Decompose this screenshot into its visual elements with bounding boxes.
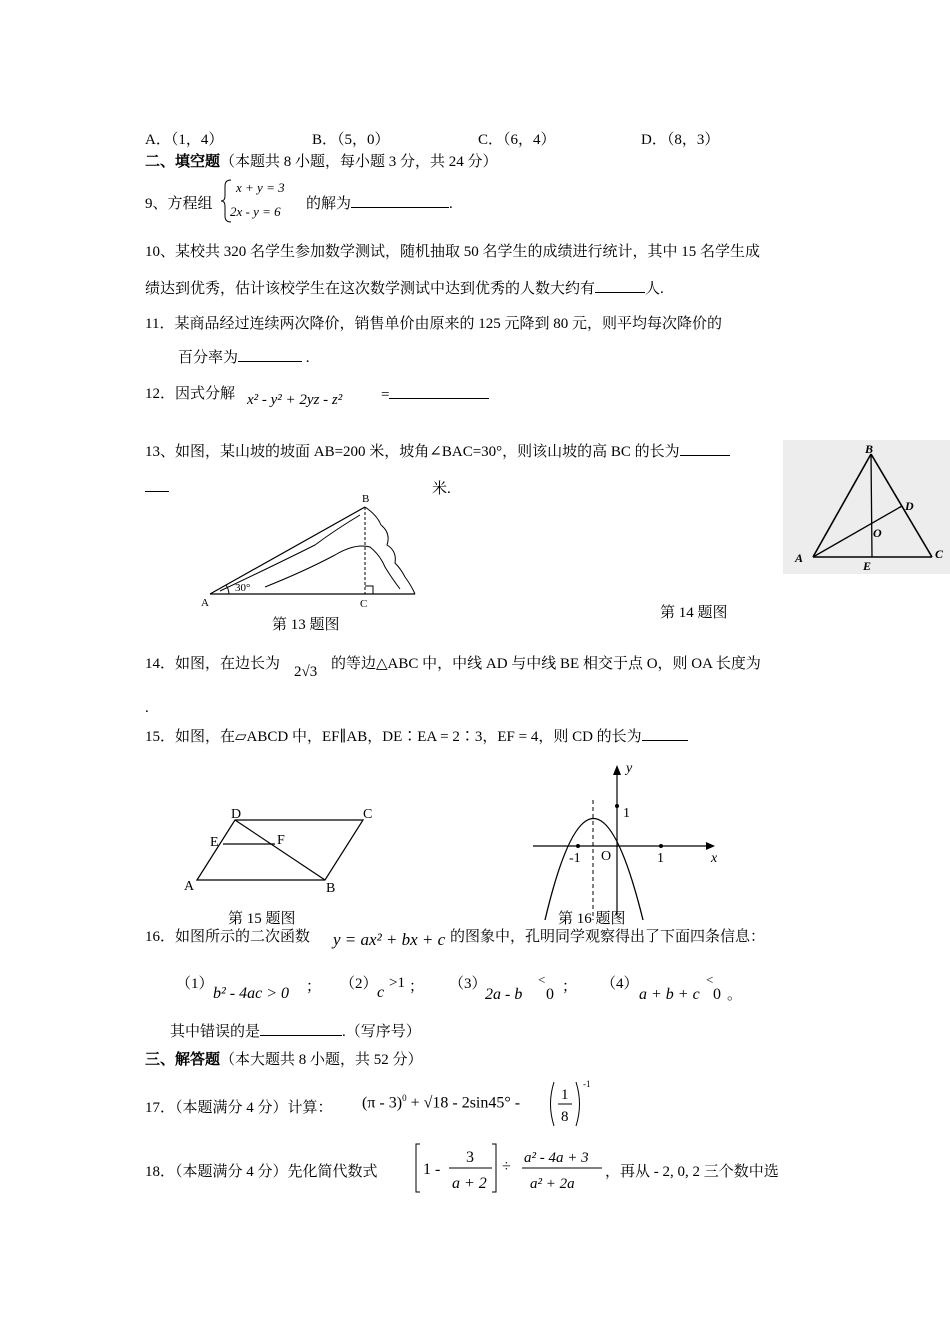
q8-option-a: A．（1，4） <box>145 132 224 148</box>
q13-line1 <box>145 440 730 461</box>
q13-figure <box>195 485 425 610</box>
q17-expression <box>362 1093 520 1112</box>
q8-option-b: B．（5，0） <box>312 132 390 148</box>
section2-note: （本题共 8 小题，每小题 3 分，共 24 分） <box>220 154 498 170</box>
q9-eq1: x + y = 3 <box>236 180 285 195</box>
q13-right-angle <box>365 586 373 594</box>
q16-item3-expr: 2a - b <box>485 986 523 1003</box>
q17-left-paren <box>551 1082 555 1126</box>
q10-line2 <box>145 277 664 298</box>
q17-prefix: 17．（本题满分 4 分）计算： <box>145 1100 333 1116</box>
q10-answer-blank[interactable] <box>595 278 645 293</box>
q9-eq2: 2x - y = 6 <box>230 204 281 219</box>
q16-item4-expr: a + b + c <box>639 986 700 1003</box>
section3-note: （本大题共 8 小题，共 52 分） <box>220 1052 423 1068</box>
q16-label-one-x: 1 <box>657 851 664 866</box>
q17-right-paren <box>576 1082 580 1126</box>
q16-parabola <box>545 819 643 921</box>
q14-side-length: 2√3 <box>294 664 318 680</box>
q18-f2-num: a² - 4a + 3 <box>524 1150 589 1166</box>
q16-item3-label: （3） <box>449 976 487 992</box>
q13-answer-blank-b[interactable] <box>145 477 169 492</box>
q9-suffix: 的解为 <box>306 196 352 212</box>
q16-answer-blank[interactable] <box>260 1021 342 1036</box>
q14-line2: . <box>145 700 149 716</box>
q18-divide: ÷ <box>502 1158 511 1175</box>
q15-label-b: B <box>326 881 336 896</box>
q12-expr: x² - y² + 2yz - z² <box>247 392 343 408</box>
q16-label-x: x <box>711 851 718 866</box>
q18-prefix: 18．（本题满分 4 分）先化简代数式 <box>145 1164 378 1180</box>
q18-one-minus: 1 - <box>423 1161 441 1178</box>
q17-frac-den: 8 <box>561 1109 569 1125</box>
q14-label-d: D <box>905 499 914 513</box>
q18-fraction2 <box>518 1140 608 1196</box>
q16-x-arrow <box>706 842 715 850</box>
q13-angle-label: 30° <box>235 582 251 594</box>
q16-point-y1 <box>615 804 619 808</box>
q16-item1-end: ； <box>306 979 322 995</box>
q16-item4-rel: < <box>706 972 714 987</box>
q16-item3-end: ； <box>562 979 578 995</box>
q14-line1b: 的等边△ABC 中，中线 AD 与中线 BE 相交于点 O，则 OA 长度为 <box>331 656 761 672</box>
q18-f2-den: a² + 2a <box>530 1176 575 1192</box>
q8-option-d: D．（8，3） <box>641 132 720 148</box>
q16-prefix: 16．如图所示的二次函数 <box>145 929 311 945</box>
q15-diagonal-db <box>235 820 325 880</box>
q16-item2-rel: >1 <box>389 975 405 991</box>
q11-text: 百分率为 <box>178 350 239 366</box>
section2-heading <box>145 150 498 171</box>
q11-line1: 11．某商品经过连续两次降价，销售单价由原来的 125 元降到 80 元，则平均每次降价的 <box>145 316 722 332</box>
q11-end: . <box>305 350 310 366</box>
q16-label-one-y: 1 <box>623 806 630 821</box>
q13-text: 13、如图，某山坡的坡面 AB=200 米，坡角∠BAC=30°，则该山坡的高 BC 的长为 <box>145 444 680 460</box>
q18-suffix: ，再从 - 2, 0, 2 三个数中选 <box>605 1164 779 1180</box>
q16-item4-val: 0 <box>713 986 721 1003</box>
q14-label-o: O <box>873 526 882 540</box>
q16-item3-val: 0 <box>546 986 554 1003</box>
q16-wrong-suffix: .（写序号） <box>342 1024 421 1040</box>
q9-end: . <box>449 196 453 212</box>
q18-f1-den: a + 2 <box>452 1175 487 1192</box>
q15-label-a: A <box>184 879 195 894</box>
q13-unit: 米. <box>432 481 451 497</box>
q14-label-a: A <box>795 551 804 565</box>
q14-figure <box>783 440 950 574</box>
q13-line2 <box>145 477 169 497</box>
q15-line <box>145 725 688 746</box>
q13-answer-blank-a[interactable] <box>680 441 730 456</box>
q17-exp0: 0 <box>402 1093 407 1103</box>
q17-expr-b: + √18 - 2sin45° - <box>410 1094 521 1112</box>
q12-answer-blank[interactable] <box>389 384 489 399</box>
q16-label-y: y <box>626 761 633 776</box>
q13-label-a: A <box>201 597 209 609</box>
q16-label-neg-one: -1 <box>569 851 581 866</box>
q16-item3-rel: < <box>538 972 546 987</box>
q16-item2-expr: c <box>377 984 385 1001</box>
q12-prefix: 12．因式分解 <box>145 386 236 402</box>
q16-wrong-line <box>170 1020 421 1041</box>
q16-label-origin: O <box>601 849 612 864</box>
q16-item4-end: 。 <box>727 987 743 1003</box>
q15-label-d: D <box>231 807 242 822</box>
q16-wrong-prefix: 其中错误的是 <box>170 1024 261 1040</box>
q9-prefix: 9、方程组 <box>145 196 213 212</box>
q14-label-c: C <box>935 547 944 561</box>
q18-right-bracket <box>492 1144 496 1192</box>
q17-expr-a: (π - 3) <box>362 1094 403 1112</box>
q15-label-c: C <box>363 807 373 822</box>
q11-line2 <box>178 346 310 367</box>
q15-text: 15．如图，在▱ABCD 中，EF∥AB，DE∶EA = 2∶3，EF = 4，则 CD 的长为 <box>145 729 642 745</box>
section3-title: 三、解答题 <box>145 1052 221 1068</box>
q16-item4-label: （4） <box>601 976 639 992</box>
q14-line1a: 14．如图，在边长为 <box>145 656 281 672</box>
q16-item2-label: （2） <box>340 976 378 992</box>
q14-caption: 第 14 题图 <box>660 605 728 621</box>
q10-line1: 10、某校共 320 名学生参加数学测试，随机抽取 50 名学生的成绩进行统计，其中 15 名学生成 <box>145 244 761 260</box>
q15-label-f: F <box>277 833 285 848</box>
q16-point-x1 <box>659 844 663 848</box>
q18-left-bracket <box>416 1144 420 1192</box>
section3-heading <box>145 1048 423 1069</box>
q15-answer-blank[interactable] <box>642 726 688 741</box>
q10-end: 人. <box>645 281 664 297</box>
q16-function: y = ax² + bx + c <box>333 930 446 949</box>
q9-answer-blank[interactable] <box>351 193 449 208</box>
q17-exp-neg1: -1 <box>583 1079 591 1089</box>
q14-label-e: E <box>863 559 872 573</box>
q15-figure <box>180 800 380 900</box>
q16-point-neg1 <box>576 844 580 848</box>
q13-label-b: B <box>362 493 370 505</box>
q14-label-b: B <box>865 442 874 456</box>
q13-mountain-right <box>365 507 415 594</box>
q16-item2-end: ； <box>409 979 425 995</box>
q12-answer <box>381 384 489 404</box>
q15-caption: 第 15 题图 <box>228 911 296 927</box>
q8-option-c: C．（6，4） <box>478 132 556 148</box>
q16-y-arrow <box>613 765 621 775</box>
section2-title: 二、填空题 <box>145 154 221 170</box>
q16-caption: 第 16 题图 <box>558 911 626 927</box>
q16-item1-label: （1） <box>176 976 214 992</box>
q14-figure-background <box>783 440 950 574</box>
q18-bracket-group <box>412 1140 502 1196</box>
q13-angle-arc <box>226 585 229 594</box>
q18-f1-num: 3 <box>466 1149 474 1166</box>
q16-item1-expr: b² - 4ac > 0 <box>213 985 290 1002</box>
q9-answer <box>306 192 453 213</box>
q13-slope-ab <box>210 507 365 594</box>
q17-fraction-paren <box>546 1080 588 1128</box>
q17-frac-num: 1 <box>561 1087 569 1103</box>
q12-eq: = <box>381 387 390 403</box>
q16-suffix: 的图象中，孔明同学观察得出了下面四条信息： <box>450 929 766 945</box>
q13-label-c: C <box>360 598 368 610</box>
q15-label-e: E <box>210 835 219 850</box>
q13-caption: 第 13 题图 <box>272 617 340 633</box>
q11-answer-blank[interactable] <box>238 347 302 362</box>
q10-text: 绩达到优秀，估计该校学生在这次数学测试中达到优秀的人数大约有 <box>145 281 596 297</box>
q16-figure <box>525 755 725 925</box>
